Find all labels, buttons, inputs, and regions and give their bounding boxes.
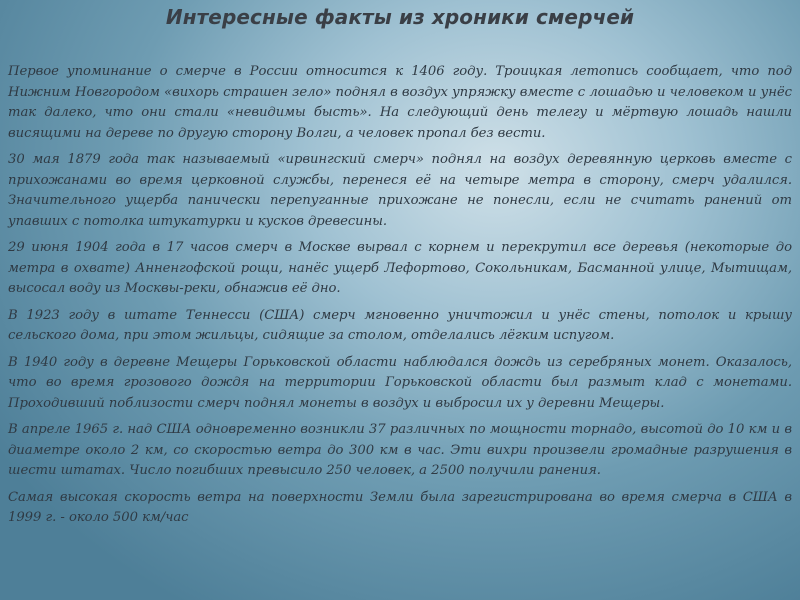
paragraph-1406: Первое упоминание о смерче в России относится к 1406 году. Троицкая летопись сообщает, что под Нижним Новгородом «вихорь страшен зело» поднял в воздух упряжку вместе с лошадью и человеком и унёс так далеко, что они стали «невидимы бысть». На следующий день телегу и мёртвую лошадь нашли висящими на дереве по другую сторону Волги, а человек пропал без вести. <box>8 64 792 141</box>
paragraph-1965: В апреле 1965 г. над США одновременно возникли 37 различных по мощности торнадо, высотой до 10 км и в диаметре около 2 км, со скоростью ветра до 300 км в час. Эти вихри произвели громадные разрушения в шести штатах. Число погибших превысило 250 человек, а 2500 получили ранения. <box>8 422 792 478</box>
paragraph-1999: Самая высокая скорость ветра на поверхности Земли была зарегистрирована во время смерча в США в 1999 г. - около 500 км/час <box>8 489 792 525</box>
paragraph-1879: 30 мая 1879 года так называемый «ирвингский смерч» поднял на воздух деревянную церковь вместе с прихожанами во время церковной службы, перенеся её на четыре метра в сторону, смерч удалился. Значительного ущерба панически перепуганные прихожане не понесли, если не считать ранений от упавших с потолка штукатурки и кусков древесины. <box>8 152 792 229</box>
slide-title: Интересные факты из хроники смерчей <box>165 5 635 29</box>
paragraph-1904: 29 июня 1904 года в 17 часов смерч в Москве вырвал с корнем и перекрутил все деревья (некоторые до метра в охвате) Анненгофской рощи, нанёс ущерб Лефортово, Сокольникам, Басманной улице, Мытищам, высосал воду из Москвы-реки, обнажив её дно. <box>8 240 792 296</box>
paragraph-1940: В 1940 году в деревне Мещеры Горьковской области наблюдался дождь из серебряных монет. Оказалось, что во время грозового дождя на территории Горьковской области был размыт клад с монетами. Проходивший поблизости смерч поднял монеты в воздух и выбросил их у деревни Мещеры. <box>8 354 792 411</box>
slide-body <box>8 62 792 535</box>
paragraph-1923: В 1923 году в штате Теннесси (США) смерч мгновенно уничтожил и унёс стены, потолок и крышу сельского дома, при этом жильцы, сидящие за столом, отделались лёгким испугом. <box>8 307 792 343</box>
